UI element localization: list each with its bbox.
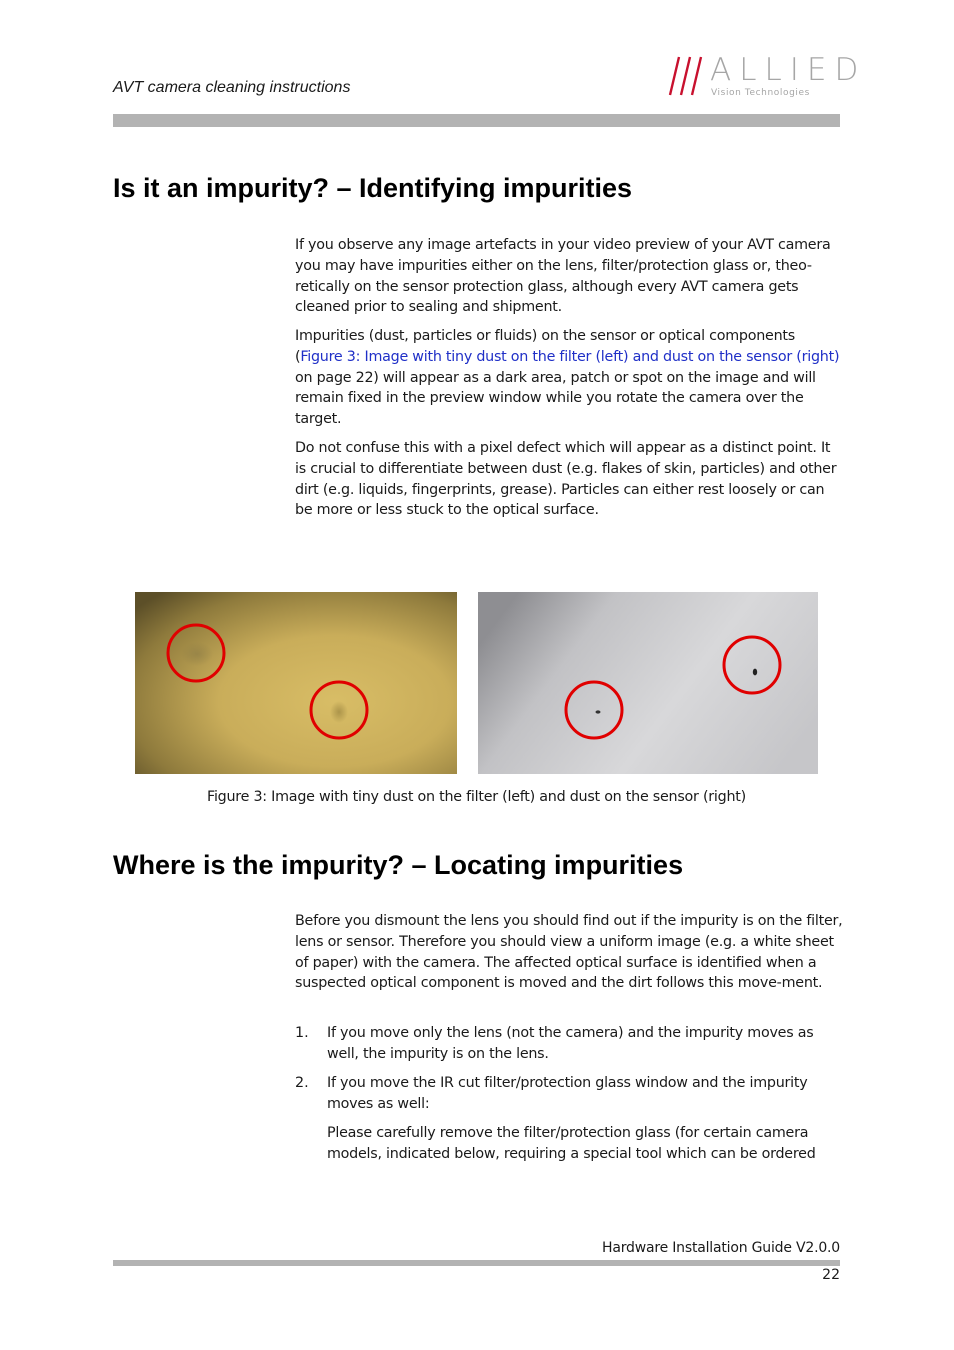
sensor-dust-photo	[478, 592, 818, 774]
filter-dust-photo	[135, 592, 457, 774]
paragraph-2-end: on page 22) will appear as a dark area, patch or spot on the image and will remain fixed in the preview window while you rotate the camera over the target.	[295, 369, 816, 428]
logo-wordmark: ALLIED	[710, 52, 867, 88]
header-rule	[113, 114, 840, 127]
footer-guide-title: Hardware Installation Guide V2.0.0	[602, 1240, 840, 1256]
list-item-number: 2.	[295, 1075, 309, 1091]
list-item-number: 1.	[295, 1025, 309, 1041]
paragraph-2-start: Impurities (dust, particles or fluids) on the sensor or optical components (	[295, 328, 795, 365]
figure-3-crossref-link[interactable]: Figure 3: Image with tiny dust on the filter (left) and dust on the sensor (right)	[300, 348, 840, 365]
list-item-text: If you move the IR cut filter/protection glass window and the impurity moves as well:	[327, 1075, 808, 1112]
locating-paragraph-1: Before you dismount the lens you should find out if the impurity is on the filter, lens or sensor. Therefore you should view a uniform image (e.g. a white sheet of paper) with the camera. The affected optical surface is identified when a suspected optical component is moved and the dirt follows this move-ment.	[295, 913, 843, 992]
logo-subtext: Vision Technologies	[711, 88, 810, 98]
allied-logo	[664, 52, 867, 102]
identifying-paragraph-2	[295, 326, 843, 430]
page-number: 22	[822, 1267, 840, 1283]
section-heading-identifying: Is it an impurity? – Identifying impurities	[113, 173, 633, 203]
list-item-continuation: Please carefully remove the filter/protection glass (for certain camera models, indicated below, requiring a special tool which can be ordered	[327, 1125, 816, 1162]
section-heading-locating: Where is the impurity? – Locating impurities	[113, 850, 684, 880]
logo-slashes-icon	[664, 52, 708, 98]
identifying-paragraph-1: If you observe any image artefacts in your video preview of your AVT camera you may have impurities either on the lens, filter/protection glass or, theo-retically on the sensor protection glass, although every AVT camera gets cleaned prior to sealing and shipment.	[295, 237, 831, 316]
footer-rule	[113, 1260, 840, 1266]
identifying-paragraph-3: Do not confuse this with a pixel defect which will appear as a distinct point. It is crucial to differentiate between dust (e.g. flakes of skin, particles) and other dirt (e.g. liquids, fingerprints, grease). Particles can either rest loosely or can be more or less stuck to the optical surface.	[295, 440, 837, 519]
list-item-text: If you move only the lens (not the camera) and the impurity moves as well, the impurity is on the lens.	[327, 1025, 814, 1062]
figure-3-caption: Figure 3: Image with tiny dust on the filter (left) and dust on the sensor (right)	[207, 789, 746, 805]
running-header-title: AVT camera cleaning instructions	[113, 79, 351, 96]
